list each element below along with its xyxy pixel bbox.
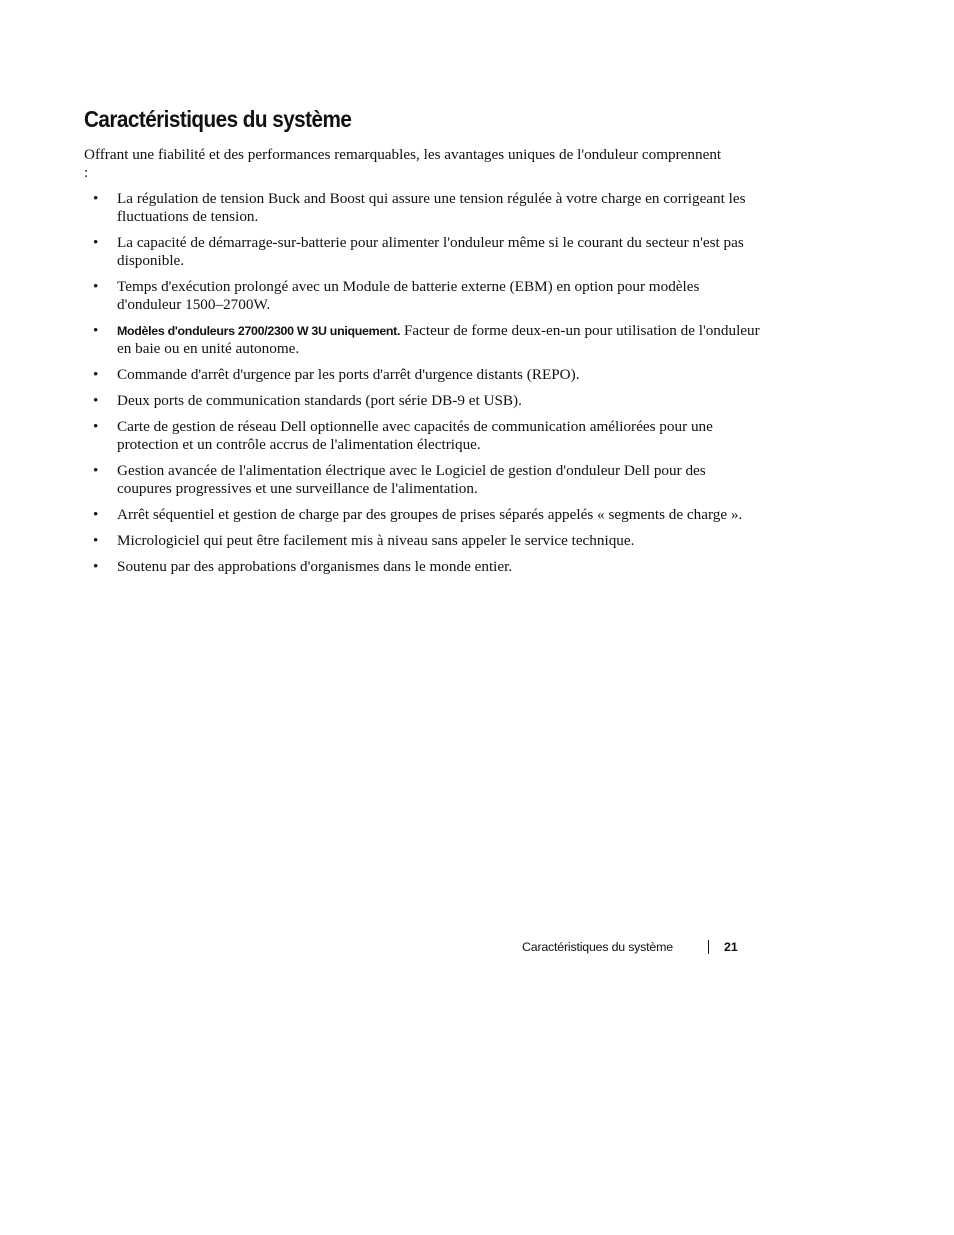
list-item-text: La capacité de démarrage-sur-batterie pour alimenter l'onduleur même si le courant du secteur n'est pas disponible. (117, 234, 744, 269)
list-item (84, 392, 760, 410)
list-item (84, 190, 760, 226)
intro-paragraph: Offrant une fiabilité et des performances remarquables, les avantages uniques de l'onduleur comprennent : (84, 146, 722, 181)
page-number: 21 (724, 940, 738, 954)
footer-section-title: Caractéristiques du système (522, 940, 673, 954)
list-item (84, 418, 760, 454)
list-item-text: Temps d'exécution prolongé avec un Module de batterie externe (EBM) en option pour modèles d'onduleur 1500–2700W. (117, 278, 700, 313)
list-item (84, 532, 760, 550)
list-item-text: Facteur de forme deux-en-un pour utilisation de l'onduleur en baie ou en unité autonome. (117, 322, 760, 357)
list-item-lead: Modèles d'onduleurs 2700/2300 W 3U uniquement. (117, 324, 401, 338)
list-item-text: Carte de gestion de réseau Dell optionnelle avec capacités de communication améliorées pour une protection et un contrôle accrus de l'alimentation électrique. (117, 418, 713, 453)
feature-list (84, 190, 760, 584)
list-item-text: Soutenu par des approbations d'organismes dans le monde entier. (117, 558, 513, 575)
list-item (84, 366, 760, 384)
list-item (84, 234, 760, 270)
list-item (84, 462, 760, 498)
list-item (84, 278, 760, 314)
list-item-text: Deux ports de communication standards (port série DB-9 et USB). (117, 392, 522, 409)
list-item-text: Arrêt séquentiel et gestion de charge par des groupes de prises séparés appelés « segments de charge ». (117, 506, 743, 523)
page-title: Caractéristiques du système (84, 106, 352, 132)
list-item (84, 558, 760, 576)
footer-divider (708, 940, 709, 954)
list-item-text: La régulation de tension Buck and Boost qui assure une tension régulée à votre charge en corrigeant les fluctuations de tension. (117, 190, 746, 225)
list-item (84, 322, 760, 358)
list-item (84, 506, 760, 524)
list-item-text: Commande d'arrêt d'urgence par les ports d'arrêt d'urgence distants (REPO). (117, 366, 580, 383)
list-item-text: Micrologiciel qui peut être facilement mis à niveau sans appeler le service technique. (117, 532, 635, 549)
list-item-text: Gestion avancée de l'alimentation électrique avec le Logiciel de gestion d'onduleur Dell pour des coupures progressives et une surveillance de l'alimentation. (117, 462, 706, 497)
